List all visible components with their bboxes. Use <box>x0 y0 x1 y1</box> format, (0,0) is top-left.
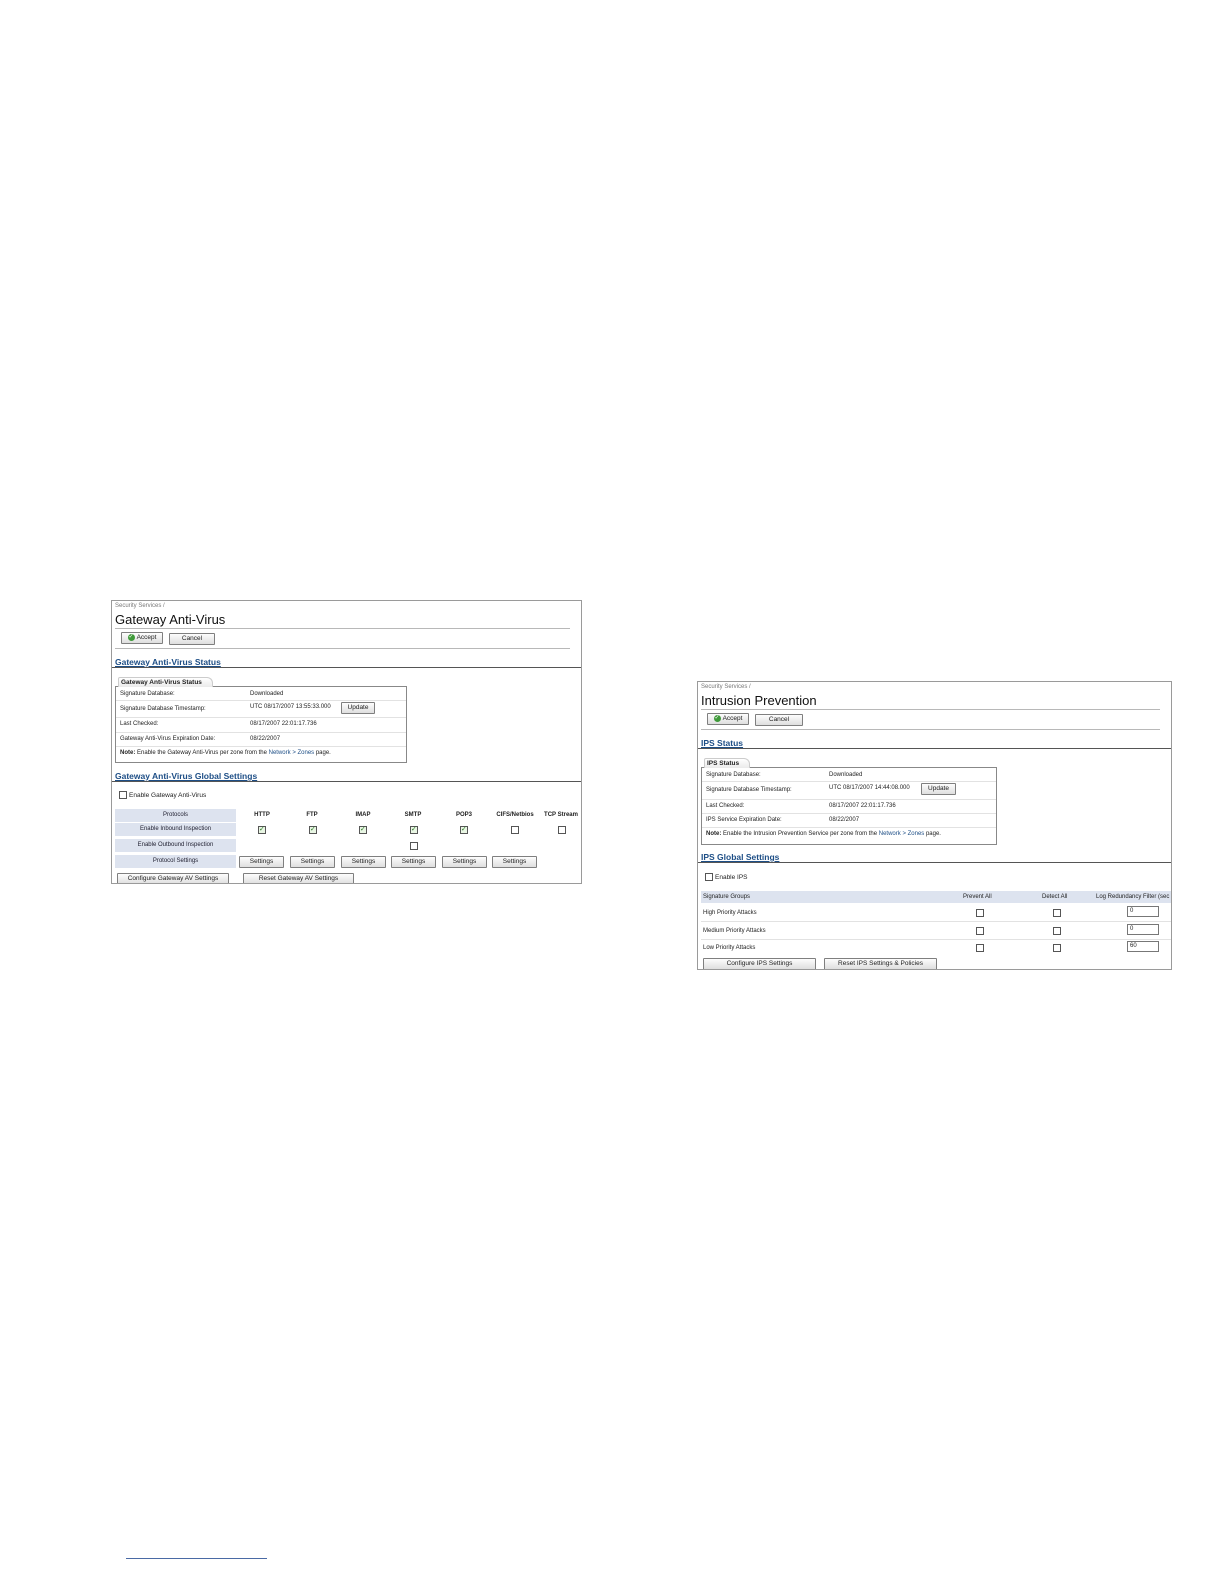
inbound-http-checkbox[interactable] <box>258 826 266 834</box>
cancel-button[interactable]: Cancel <box>169 633 215 645</box>
status-label: Signature Database: <box>706 772 761 778</box>
breadcrumb: Security Services / <box>115 603 165 609</box>
status-value: 08/22/2007 <box>250 736 281 742</box>
low-prevent-checkbox[interactable] <box>976 944 984 952</box>
section-rule <box>698 748 1172 749</box>
note-text <box>706 831 941 837</box>
section-rule <box>698 862 1172 863</box>
prevent-all-header: Prevent All <box>963 894 992 900</box>
medium-detect-checkbox[interactable] <box>1053 927 1061 935</box>
pop3-settings-button[interactable]: Settings <box>442 856 487 868</box>
low-log-filter-input[interactable]: 60 <box>1127 941 1159 952</box>
status-label: Last Checked: <box>706 803 745 809</box>
inbound-cifs-checkbox[interactable] <box>511 826 519 834</box>
inbound-pop3-checkbox[interactable] <box>460 826 468 834</box>
section-rule <box>112 667 582 668</box>
protocol-settings-label: Protocol Settings <box>115 855 236 868</box>
note-pre: Enable the Intrusion Prevention Service per zone from the <box>721 831 879 837</box>
status-row <box>116 732 406 747</box>
status-label: Signature Database Timestamp: <box>706 787 792 793</box>
footnote-rule <box>126 1558 267 1559</box>
note-bold: Note: <box>120 750 136 756</box>
status-value: UTC 08/17/2007 13:55:33.000 <box>250 704 331 710</box>
status-note <box>116 746 406 763</box>
table-row <box>701 940 1172 956</box>
status-value: 08/17/2007 22:01:17.736 <box>829 803 896 809</box>
group-label: Low Priority Attacks <box>703 945 756 951</box>
accept-label: Accept <box>136 634 157 641</box>
inbound-smtp-checkbox[interactable] <box>410 826 418 834</box>
enable-ips-label: Enable IPS <box>715 874 748 881</box>
http-settings-button[interactable]: Settings <box>239 856 284 868</box>
inbound-imap-checkbox[interactable] <box>359 826 367 834</box>
page-title: Gateway Anti-Virus <box>115 612 226 627</box>
status-row <box>702 813 996 828</box>
protocols-header: Protocols <box>115 809 236 822</box>
update-button[interactable]: Update <box>921 783 956 795</box>
status-row <box>702 768 996 782</box>
high-prevent-checkbox[interactable] <box>976 909 984 917</box>
signature-groups-header: Signature Groups <box>703 894 751 900</box>
status-label: Signature Database: <box>120 691 175 697</box>
status-value: 08/17/2007 22:01:17.736 <box>250 721 317 727</box>
status-row <box>116 687 406 701</box>
reset-gateway-av-button[interactable]: Reset Gateway AV Settings <box>243 873 354 884</box>
status-section-heading: Gateway Anti-Virus Status <box>115 657 221 667</box>
status-value: 08/22/2007 <box>829 817 860 823</box>
note-text <box>120 750 331 756</box>
toolbar-divider <box>701 729 1160 730</box>
protocol-header-imap: IMAP <box>355 812 371 818</box>
protocol-header-cifs: CIFS/Netbios <box>496 812 534 818</box>
enable-gateway-av-checkbox[interactable] <box>119 791 127 799</box>
note-bold: Note: <box>706 831 722 837</box>
status-label: Last Checked: <box>120 721 159 727</box>
status-label: Gateway Anti-Virus Expiration Date: <box>120 736 216 742</box>
accept-button[interactable] <box>121 632 163 644</box>
reset-ips-button[interactable]: Reset IPS Settings & Policies <box>824 958 937 970</box>
status-value: Downloaded <box>250 691 284 697</box>
status-row <box>702 799 996 814</box>
enable-gateway-av-label: Enable Gateway Anti-Virus <box>129 792 207 799</box>
protocol-header-tcp-stream: TCP Stream <box>544 812 578 818</box>
status-value: UTC 08/17/2007 14:44:08.000 <box>829 785 910 791</box>
toolbar-divider <box>115 648 570 649</box>
section-rule <box>112 781 582 782</box>
configure-gateway-av-button[interactable]: Configure Gateway AV Settings <box>117 873 229 884</box>
status-box <box>115 679 407 763</box>
update-button[interactable]: Update <box>341 702 375 714</box>
protocol-header-pop3: POP3 <box>455 812 472 818</box>
note-post: page. <box>924 831 941 837</box>
table-row <box>701 922 1172 940</box>
configure-ips-button[interactable]: Configure IPS Settings <box>703 958 816 970</box>
high-log-filter-input[interactable]: 0 <box>1127 906 1159 917</box>
protocol-header-ftp: FTP <box>306 812 318 818</box>
low-detect-checkbox[interactable] <box>1053 944 1061 952</box>
inbound-inspection-label: Enable Inbound Inspection <box>115 823 236 836</box>
protocol-header-smtp: SMTP <box>404 812 422 818</box>
group-label: Medium Priority Attacks <box>703 928 766 934</box>
note-pre: Enable the Gateway Anti-Virus per zone from the <box>135 750 269 756</box>
toolbar-divider <box>701 709 1160 710</box>
checkmark-icon: ✓ <box>128 633 134 640</box>
enable-ips-checkbox[interactable] <box>705 873 713 881</box>
medium-prevent-checkbox[interactable] <box>976 927 984 935</box>
cifs-settings-button[interactable]: Settings <box>492 856 537 868</box>
inbound-ftp-checkbox[interactable] <box>309 826 317 834</box>
protocol-header-http: HTTP <box>254 812 270 818</box>
smtp-settings-button[interactable]: Settings <box>391 856 436 868</box>
ftp-settings-button[interactable]: Settings <box>290 856 335 868</box>
table-row <box>701 904 1172 922</box>
status-row <box>116 717 406 733</box>
status-box <box>701 760 997 845</box>
status-section-heading: IPS Status <box>701 738 744 748</box>
log-redundancy-header: Log Redundancy Filter (sec <box>1096 894 1170 900</box>
status-row <box>702 781 996 800</box>
imap-settings-button[interactable]: Settings <box>341 856 386 868</box>
gateway-anti-virus-panel <box>111 600 582 884</box>
detect-all-header: Detect All <box>1042 894 1068 900</box>
page-title: Intrusion Prevention <box>701 693 817 708</box>
status-label: IPS Service Expiration Date: <box>706 817 782 823</box>
status-label: Signature Database Timestamp: <box>120 706 206 712</box>
group-label: High Priority Attacks <box>703 910 757 916</box>
accept-button[interactable] <box>707 713 749 725</box>
inbound-tcp-stream-checkbox[interactable] <box>558 826 566 834</box>
global-settings-heading: IPS Global Settings <box>701 852 780 862</box>
outbound-inspection-label: Enable Outbound Inspection <box>115 839 236 852</box>
status-row <box>116 700 406 718</box>
intrusion-prevention-panel <box>697 681 1172 970</box>
toolbar-divider <box>115 628 570 629</box>
status-value: Downloaded <box>829 772 863 778</box>
outbound-smtp-checkbox[interactable] <box>410 842 418 850</box>
accept-label: Accept <box>722 715 743 722</box>
high-detect-checkbox[interactable] <box>1053 909 1061 917</box>
status-note <box>702 827 996 845</box>
network-zones-link[interactable]: Network > Zones <box>878 831 925 837</box>
network-zones-link[interactable]: Network > Zones <box>268 750 315 756</box>
medium-log-filter-input[interactable]: 0 <box>1127 924 1159 935</box>
note-post: page. <box>314 750 331 756</box>
checkmark-icon: ✓ <box>714 714 720 721</box>
cancel-button[interactable]: Cancel <box>755 714 803 726</box>
breadcrumb: Security Services / <box>701 684 751 690</box>
global-settings-heading: Gateway Anti-Virus Global Settings <box>115 771 258 781</box>
status-box-title: IPS Status <box>704 758 750 768</box>
status-box-title: Gateway Anti-Virus Status <box>118 677 213 687</box>
